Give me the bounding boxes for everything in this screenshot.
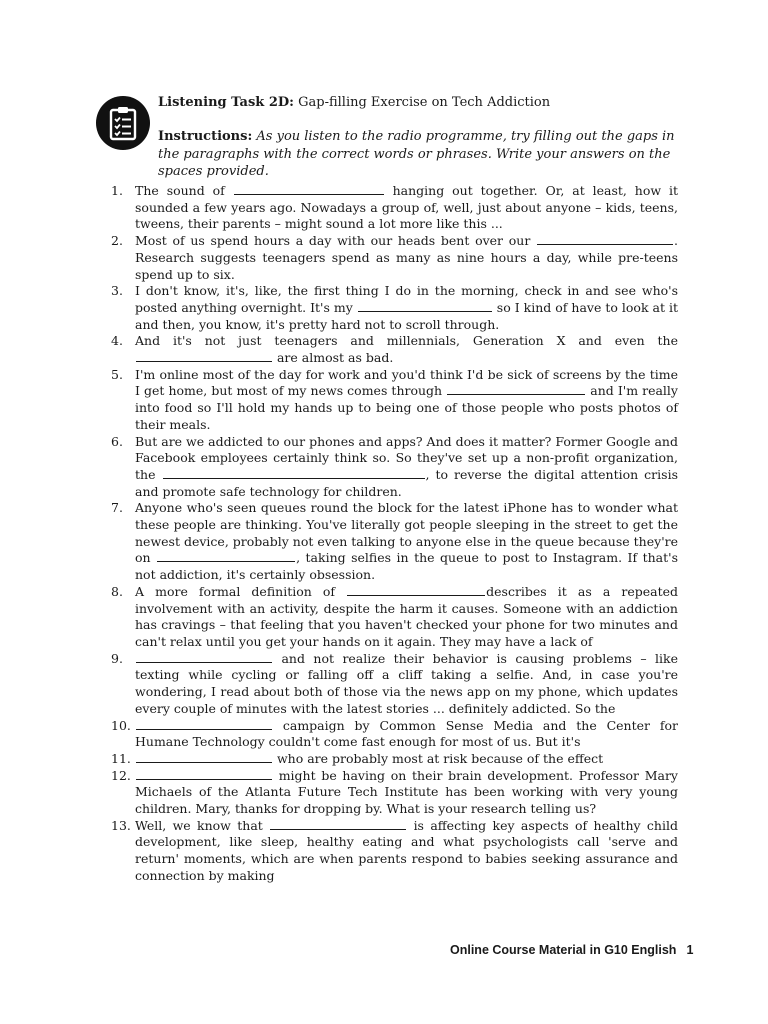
item-text-after: , taking selfies in the queue to post to Instagram. If that's not addiction, it's certainly obsession. xyxy=(135,550,678,583)
list-item xyxy=(111,767,678,818)
item-number: 3. xyxy=(111,283,123,299)
gap-fill-list xyxy=(111,183,679,885)
item-number: 1. xyxy=(111,183,123,198)
item-text-before: Anyone who's seen queues round the block for the latest iPhone has to wonder what these people are thinking. You've literally got people sleeping in the street to get the newest device, probably not even talking to anyone else in the queue because they're on xyxy=(135,500,678,566)
answer-blank[interactable] xyxy=(537,233,673,245)
list-item xyxy=(111,233,678,283)
item-text-before: And it's not just teenagers and millennials, Generation X and even the xyxy=(135,333,678,349)
item-text-after: campaign by Common Sense Media and the Center for Humane Technology couldn't come fast enough for most of us. But it's xyxy=(135,717,678,750)
list-item xyxy=(111,283,678,333)
item-text-after: is affecting key aspects of healthy child development, like sleep, healthy eating and what psychologists call 'serve and return' moments, which are when parents respond to babies seeking assurance and connection by making xyxy=(135,817,678,883)
item-text-before: The sound of xyxy=(135,183,225,198)
answer-blank[interactable] xyxy=(136,751,272,763)
answer-blank[interactable] xyxy=(136,718,272,730)
item-number: 9. xyxy=(111,650,123,666)
page-number: 1 xyxy=(686,943,694,957)
clipboard-checklist-icon xyxy=(96,96,150,150)
list-item xyxy=(111,183,678,233)
item-number: 6. xyxy=(111,433,123,449)
answer-blank[interactable] xyxy=(136,350,272,362)
course-name: Online Course Material in G10 English xyxy=(450,943,677,957)
item-number: 7. xyxy=(111,500,123,516)
list-item xyxy=(111,750,678,768)
answer-blank[interactable] xyxy=(347,584,485,596)
item-number: 2. xyxy=(111,233,123,249)
item-text-after: so I kind of have to look at it and then, you know, it's pretty hard not to scroll through. xyxy=(135,299,678,332)
item-text-after: describes it as a repeated involvement with an activity, despite the harm it causes. Someone with an addiction has cravings – that feeling that you haven't checked your phone for two minutes and can't relax until you get your hands on it again. They may have a lack of xyxy=(135,583,679,649)
item-number: 4. xyxy=(111,333,123,349)
list-item xyxy=(111,366,678,434)
task-heading xyxy=(158,94,550,111)
item-text-before: I don't know, it's, like, the first thing I do in the morning, check in and see who's posted anything overnight. It's my xyxy=(135,283,678,315)
item-text-after: hanging out together. Or, at least, how it sounded a few years ago. Nowadays a group of, well, just about anyone – kids, teens, tweens, their parents – might sound a lot more like this ... xyxy=(135,183,678,232)
item-text-before: But are we addicted to our phones and apps? And does it matter? Former Google and Facebook employees certainly think so. So they've set up a non-profit organization, the xyxy=(135,433,678,482)
item-number: 13. xyxy=(111,817,131,833)
answer-blank[interactable] xyxy=(136,768,272,780)
item-text-after: and not realize their behavior is causing problems – like texting while cycling or falling off a cliff taking a selfie. And, in case you're wondering, I read about both of those via the news app on my phone, which updates every couple of minutes with the latest stories ... definitely addicted. So the xyxy=(135,650,678,716)
list-item xyxy=(111,817,678,885)
task-label: Listening Task 2D: xyxy=(158,95,294,110)
item-number: 12. xyxy=(111,767,131,783)
item-text-after: and I'm really into food so I'll hold my hands up to being one of those people who posts photos of their meals. xyxy=(135,383,678,432)
answer-blank[interactable] xyxy=(358,300,492,312)
answer-blank[interactable] xyxy=(234,183,384,195)
instructions xyxy=(158,128,680,181)
item-text-before: Well, we know that xyxy=(135,817,263,833)
page-footer xyxy=(450,943,693,957)
answer-blank[interactable] xyxy=(270,818,406,830)
instructions-text: As you listen to the radio programme, try filling out the gaps in the paragraphs with the correct words or phrases. Write your answers on the spaces provided. xyxy=(158,129,675,179)
item-number: 8. xyxy=(111,583,123,599)
list-item xyxy=(111,333,678,366)
answer-blank[interactable] xyxy=(157,550,295,562)
item-text-before: I'm online most of the day for work and you'd think I'd be sick of screens by the time I get home, but most of my news comes through xyxy=(135,366,678,399)
clipboard-icon-graphic xyxy=(108,105,138,141)
list-item xyxy=(111,500,678,584)
item-text-after: are almost as bad. xyxy=(276,350,394,366)
item-text-after: . Research suggests teenagers spend as many as nine hours a day, while pre-teens spend up to six. xyxy=(135,233,678,282)
item-text-after: , to reverse the digital attention crisis and promote safe technology for children. xyxy=(135,466,678,499)
list-item xyxy=(111,583,679,651)
item-number: 5. xyxy=(111,366,123,382)
list-item xyxy=(111,717,678,751)
answer-blank[interactable] xyxy=(163,467,425,479)
item-text-before: Most of us spend hours a day with our heads bent over our xyxy=(135,233,531,249)
list-item xyxy=(111,650,678,718)
list-item xyxy=(111,433,678,501)
instructions-label: Instructions: xyxy=(158,129,253,144)
task-title: Gap-filling Exercise on Tech Addiction xyxy=(298,95,551,110)
item-text-after: who are probably most at risk because of the effect xyxy=(276,750,604,766)
item-number: 11. xyxy=(111,750,131,766)
answer-blank[interactable] xyxy=(447,383,585,395)
item-text-after: might be having on their brain development. Professor Mary Michaels of the Atlanta Future Tech Institute has been working with very young children. Mary, thanks for dropping by. What is your research telling us? xyxy=(135,767,678,817)
item-text-before: A more formal definition of xyxy=(135,583,336,599)
item-number: 10. xyxy=(111,717,131,733)
answer-blank[interactable] xyxy=(136,651,272,663)
